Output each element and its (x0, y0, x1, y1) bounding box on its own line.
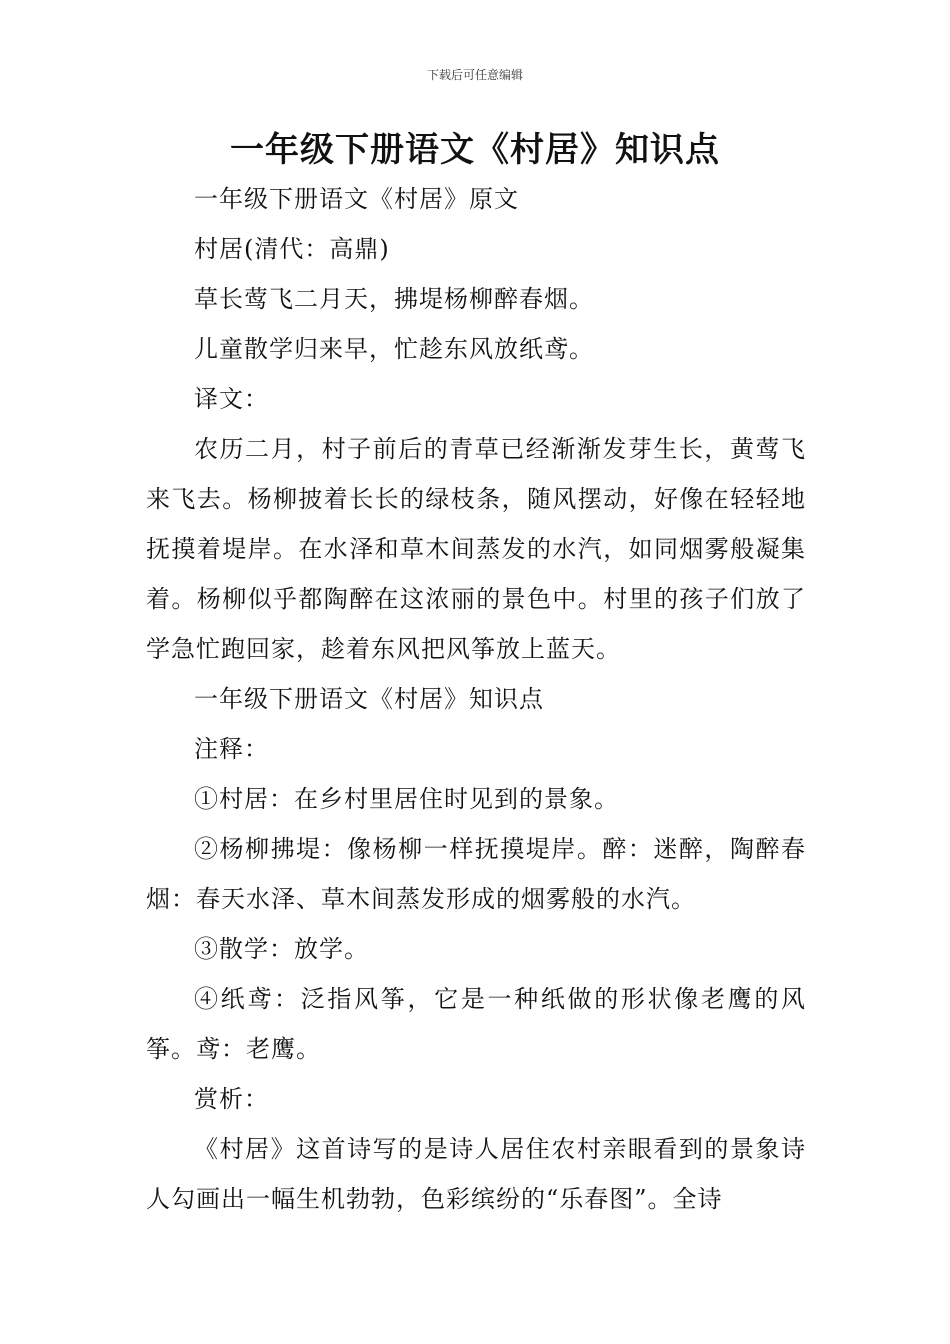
paragraph-translation: 农历二月，村子前后的青草已经渐渐发芽生长，黄莺飞来飞去。杨柳披着长长的绿枝条，随风摆动，好像在轻轻地抚摸着堤岸。在水泽和草木间蒸发的水汽，如同烟雾般凝集着。杨柳似乎都陶醉在这浓丽的景色中。村里的孩子们放了学急忙跑回家，趁着东风把风筝放上蓝天。 (146, 435, 806, 663)
document-body (146, 174, 806, 1224)
paragraph-poem-line-2: 儿童散学归来早，忙趁东风放纸鸢。 (194, 335, 594, 363)
document-title: 一年级下册语文《村居》知识点 (230, 130, 720, 170)
paragraph-knowledge-heading: 一年级下册语文《村居》知识点 (194, 685, 544, 713)
paragraph-poem-author: 村居(清代：高鼎) (194, 235, 390, 263)
paragraph-note-3: ③散学：放学。 (194, 935, 369, 963)
paragraph-notes-heading: 注释： (194, 735, 269, 763)
paragraph-note-2: ②杨柳拂堤：像杨柳一样抚摸堤岸。醉：迷醉，陶醉春烟：春天水泽、草木间蒸发形成的烟雾般的水汽。 (146, 835, 806, 913)
paragraph-appreciation-heading: 赏析： (194, 1085, 269, 1113)
paragraph-translation-heading: 译文： (194, 385, 269, 413)
header-note: 下载后可任意编辑 (426, 68, 523, 82)
paragraph-appreciation: 《村居》这首诗写的是诗人居住农村亲眼看到的景象诗人勾画出一幅生机勃勃，色彩缤纷的“乐春图”。全诗 (146, 1135, 806, 1213)
paragraph-original-heading: 一年级下册语文《村居》原文 (194, 185, 519, 213)
paragraph-poem-line-1: 草长莺飞二月天，拂堤杨柳醉春烟。 (194, 285, 594, 313)
paragraph-note-4: ④纸鸢：泛指风筝，它是一种纸做的形状像老鹰的风筝。鸢：老鹰。 (146, 985, 806, 1063)
paragraph-note-1: ①村居：在乡村里居住时见到的景象。 (194, 785, 619, 813)
